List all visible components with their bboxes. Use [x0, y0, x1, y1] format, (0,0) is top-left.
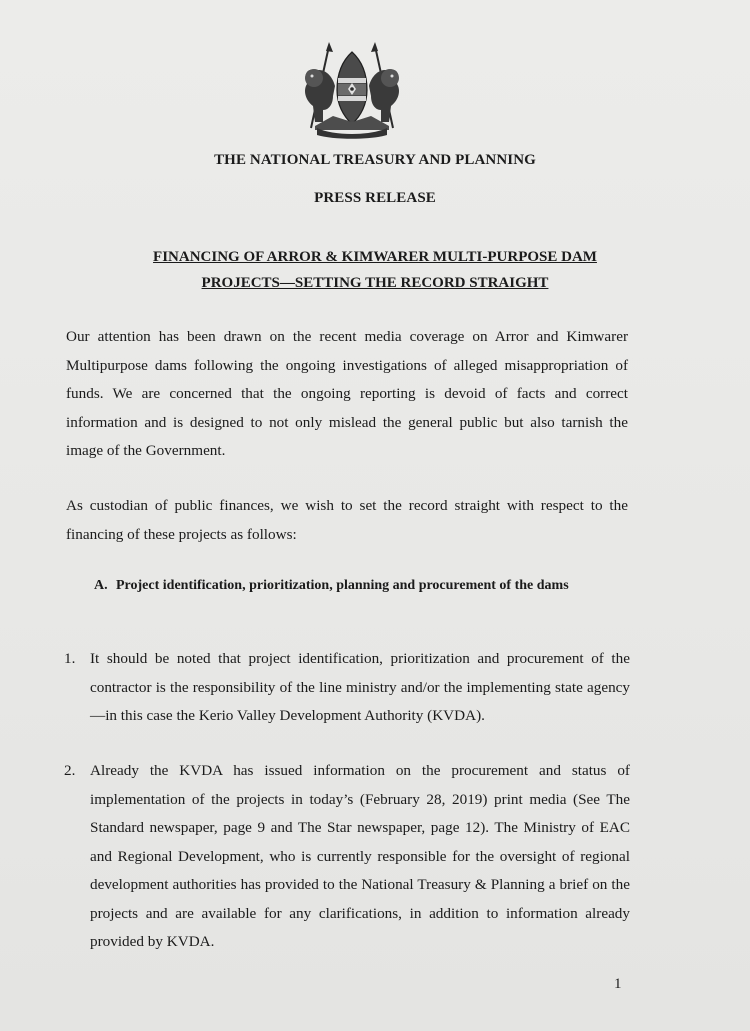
- release-type-heading: PRESS RELEASE: [314, 190, 436, 206]
- ministry-heading: THE NATIONAL TREASURY AND PLANNING: [214, 152, 536, 168]
- item-number: 1.: [64, 650, 76, 667]
- page-number: 1: [614, 976, 622, 992]
- numbered-item: [64, 757, 630, 957]
- numbered-item: [64, 645, 630, 731]
- section-title: Project identification, prioritization, planning and procurement of the dams: [116, 578, 569, 593]
- coat-of-arms-icon: [293, 40, 411, 140]
- section-letter: A.: [94, 578, 108, 593]
- intro-paragraph: Our attention has been drawn on the recent media coverage on Arror and Kimwarer Multipurpose dams following the ongoing investigations of alleged misappropriation of funds. We are concerned that the ongoing reporting is devoid of facts and correct information and is designed to not only mislead the general public but also tarnish the image of the Government.: [66, 328, 628, 459]
- item-number: 2.: [64, 762, 76, 779]
- press-release-title-line1: FINANCING OF ARROR & KIMWARER MULTI-PURPOSE DAM: [153, 249, 597, 265]
- press-release-title-line2: PROJECTS—SETTING THE RECORD STRAIGHT: [201, 275, 549, 291]
- custodian-paragraph: As custodian of public finances, we wish to set the record straight with respect to the financing of these projects as follows:: [66, 497, 628, 543]
- item-text: Already the KVDA has issued information on the procurement and status of implementation of the projects in today’s (February 28, 2019) print media (See The Standard newspaper, page 9 and The Star newspaper, page 12). The Ministry of EAC and Regional Development, who is currently responsible for the oversight of regional development authorities has provided to the National Treasury & Planning a brief on the projects and are available for any clarifications, in addition to information already provided by KVDA.: [90, 762, 630, 950]
- section-a-heading: [94, 578, 569, 594]
- item-text: It should be noted that project identification, prioritization and procurement of the contractor is the responsibility of the line ministry and/or the implementing state agency—in this case the Kerio Valley Development Authority (KVDA).: [90, 650, 630, 724]
